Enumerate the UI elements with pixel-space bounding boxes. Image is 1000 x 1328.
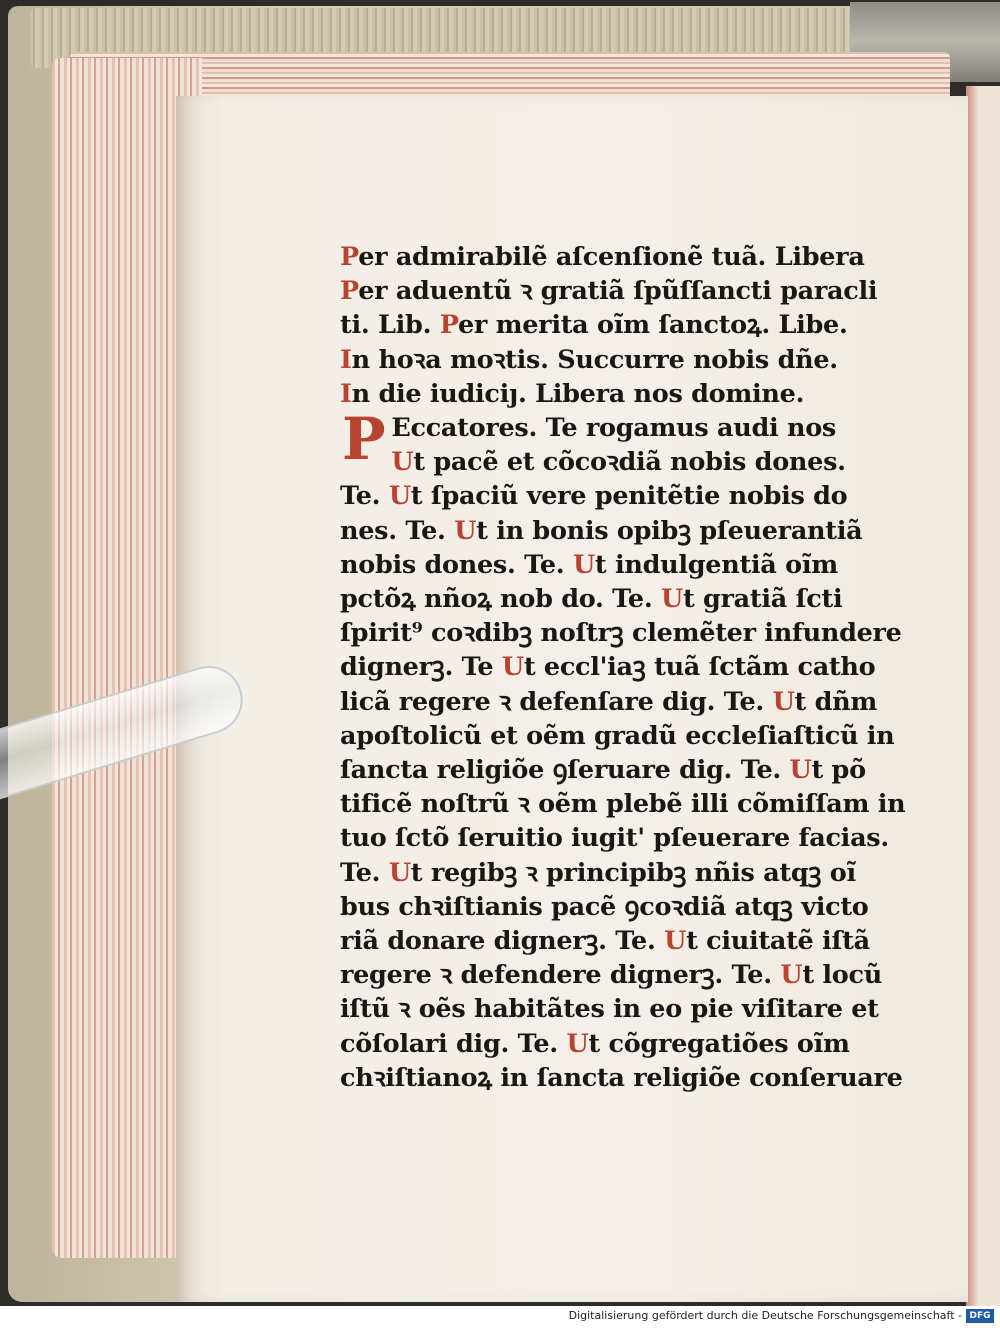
text-line [340, 821, 912, 855]
text-line [340, 787, 912, 821]
text-line [340, 1061, 912, 1095]
text-segment: chꝛiſtianoꝝ in ſancta religiõe conſeruare [340, 1062, 903, 1093]
rubricated-letter: U [572, 549, 595, 580]
rubricated-letter: U [501, 652, 524, 683]
text-segment: tificẽ noſtrũ ꝛ oẽm plebẽ illi cõmiſſam in [340, 789, 906, 820]
rubricated-letter: U [388, 481, 411, 512]
text-segment: er aduentũ ꝛ gratiã ſpũſſancti paracli [358, 276, 878, 307]
text-line [340, 753, 912, 787]
text-line [340, 582, 912, 616]
text-segment: pctõꝝ nñoꝝ nob do. Te. [340, 584, 661, 615]
text-line [340, 377, 912, 411]
text-line [340, 308, 912, 342]
text-line [340, 616, 912, 650]
facing-page-edge [966, 86, 1000, 1306]
decorated-initial: P [342, 405, 386, 474]
text-line [340, 890, 912, 924]
text-segment: licã regere ꝛ defenſare dig. Te. [340, 686, 773, 717]
printed-text-block [340, 240, 912, 1095]
rubricated-letter: P [439, 310, 458, 341]
text-line [340, 479, 912, 513]
text-segment: cõſolari dig. Te. [340, 1028, 567, 1059]
rubricated-letter: U [772, 686, 795, 717]
text-segment: n hoꝛa moꝛtis. Succurre nobis dñe. [351, 344, 838, 375]
text-line [340, 685, 912, 719]
page-edges-top [70, 52, 950, 100]
text-segment: t indulgentiã oĩm [594, 549, 838, 580]
rubricated-letter: U [391, 447, 414, 478]
text-line [340, 650, 912, 684]
text-segment: apoſtolicũ et oẽm gradũ eccleſiaſticũ in [340, 720, 895, 751]
text-segment: Te. [340, 857, 389, 888]
text-segment: t ſpaciũ vere penitẽtie nobis do [410, 481, 848, 512]
text-segment: t dñm [794, 686, 878, 717]
text-line [340, 548, 912, 582]
rubricated-letter: U [454, 515, 477, 546]
text-line [340, 240, 912, 274]
text-line [340, 514, 912, 548]
text-segment: t locũ [802, 960, 882, 991]
rubricated-letter: U [780, 960, 803, 991]
text-line [340, 856, 912, 890]
rubricated-letter: U [566, 1028, 589, 1059]
text-segment: t pacẽ et cõcoꝛdiã nobis dones. [413, 447, 846, 478]
text-line [340, 924, 912, 958]
text-segment: nes. Te. [340, 515, 455, 546]
text-segment: t eccl'iaꝫ tuã ſctãm catho [523, 652, 876, 683]
text-line [340, 958, 912, 992]
text-line [340, 343, 912, 377]
text-segment: riã donare dignerꝫ. Te. [340, 926, 665, 957]
rubricated-letter: I [340, 378, 352, 409]
text-segment: Eccatores. Te rogamus audi nos [391, 413, 836, 444]
text-segment: t cõgregatiões oĩm [588, 1028, 850, 1059]
text-line [340, 1027, 912, 1061]
rubricated-letter: U [388, 857, 411, 888]
rubricated-letter: P [340, 242, 359, 272]
rubricated-letter: I [340, 344, 352, 375]
text-segment: ti. Lib. [340, 310, 440, 341]
footer-credit: Digitalisierung gefördert durch die Deutsche Forschungsgemeinschaft - [568, 1309, 962, 1322]
text-segment: dignerꝫ. Te [340, 652, 502, 683]
text-line [340, 992, 912, 1026]
text-segment: t in bonis opibꝫ pſeuerantiã [476, 515, 863, 546]
text-line [340, 719, 912, 753]
text-segment: n die iudiciȷ. Libera nos domine. [351, 378, 805, 409]
text-segment: er admirabilẽ aſcenſionẽ tuã. Libera [358, 242, 865, 272]
text-segment: tuo ſctõ ſeruitio iugit' pſeuerare facias. [340, 823, 889, 854]
text-segment: t ciuitatẽ iſtã [686, 926, 870, 957]
text-segment: t põ [811, 755, 866, 786]
text-segment: regere ꝛ defendere dignerꝫ. Te. [340, 960, 781, 991]
text-segment: ſpirit⁹ coꝛdibꝫ noſtrꝫ clemẽter infundere [340, 618, 902, 649]
text-segment: t regibꝫ ꝛ principibꝫ nñis atqꝫ oĩ [410, 857, 856, 888]
rubricated-letter: U [789, 755, 812, 786]
text-segment: t gratiã ſcti [682, 584, 843, 615]
text-segment: bus chꝛiſtianis pacẽ ꝯcoꝛdiã atqꝫ victo [340, 891, 869, 922]
rubricated-letter: U [664, 926, 687, 957]
dfg-logo: DFG [966, 1309, 994, 1323]
text-segment: Te. [340, 481, 389, 512]
rubricated-letter: U [661, 584, 683, 615]
text-segment: iſtũ ꝛ oẽs habitãtes in eo pie viſitare et [340, 994, 879, 1025]
text-segment: ſancta religiõe ꝯſeruare dig. Te. [340, 755, 790, 786]
text-line [340, 274, 912, 308]
rubricated-letter: P [340, 276, 359, 307]
text-line [340, 445, 912, 479]
text-segment: er merita oĩm ſanctoꝝ. Libe. [457, 310, 848, 341]
text-segment: nobis dones. Te. [340, 549, 573, 580]
